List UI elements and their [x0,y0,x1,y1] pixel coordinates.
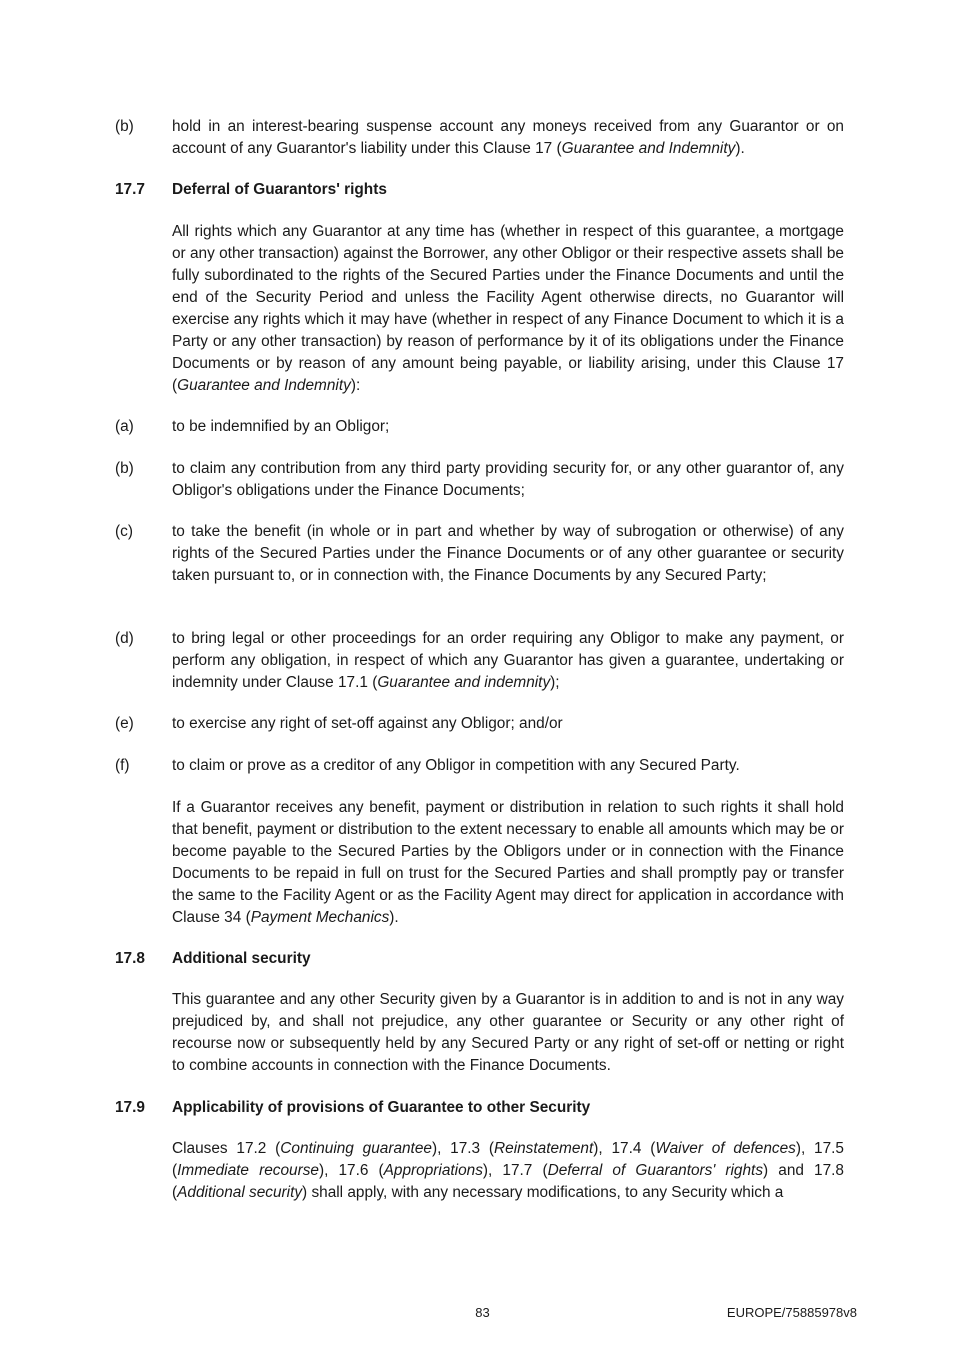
paragraph-additional-security: This guarantee and any other Security given by a Guarantor is in addition to and is not in any way prejudiced by, and shall not prejudice, any other guarantee or Security or any other right of recourse now or subsequently held by any Secured Party or any right of set-off or netting or right to combine accounts in connection with the Finance Documents. [172,991,844,1074]
section-title: Applicability of provisions of Guarantee to other Security [172,1099,591,1116]
list-marker: (b) [115,118,134,135]
list-marker: (b) [115,460,134,477]
paragraph-applicability: Clauses 17.2 (Continuing guarantee), 17.3 (Reinstatement), 17.4 (Waiver of defences), 17.5 (Immediate recourse), 17.6 (Appropriations), 17.7 (Deferral of Guarantors' rights) and 17.8 (Additional security) shall apply, with any necessary modifications, to any Security which a [172,1140,844,1201]
section-title: Deferral of Guarantors' rights [172,181,387,198]
paragraph-trust: If a Guarantor receives any benefit, payment or distribution in relation to such rights it shall hold that benefit, payment or distribution to the extent necessary to enable all amounts which may be or become payable to the Secured Parties by the Obligors under or in connection with the Finance Documents to be repaid in full on trust for the Secured Parties and shall promptly pay or transfer the same to the Facility Agent or as the Facility Agent may direct for application in accordance with Clause 34 (Payment Mechanics). [172,799,844,926]
list-item-text: to bring legal or other proceedings for an order requiring any Obligor to make any payment, or perform any obligation, in respect of which any Guarantor has given a guarantee, undertaking or indemnity under Clause 17.1 (Guarantee and indemnity); [172,630,844,691]
list-item-text: to exercise any right of set-off against any Obligor; and/or [172,715,563,732]
list-marker: (f) [115,757,130,774]
list-item-text: to claim any contribution from any third party providing security for, or any other guarantor of, any Obligor's obligations under the Finance Documents; [172,460,844,499]
paragraph-deferral: All rights which any Guarantor at any time has (whether in respect of this guarantee, a mortgage or any other transaction) against the Borrower, any other Obligor or their respective assets shall be fully subordinated to the rights of the Secured Parties under the Finance Documents and until the end of the Security Period and unless the Facility Agent otherwise directs, no Guarantor will exercise any rights which it may have (whether in respect of any Finance Document to which it is a Party or any other transaction) by reason of performance by it of its obligations under the Finance Documents or by reason of any amount being payable, or liability arising, under this Clause 17 (Guarantee and Indemnity): [172,223,844,394]
list-item-text: to claim or prove as a creditor of any Obligor in competition with any Secured Party. [172,757,740,774]
section-number: 17.8 [115,950,145,967]
list-item-text: hold in an interest-bearing suspense account any moneys received from any Guarantor or on account of any Guarantor's liability under this Clause 17 (Guarantee and Indemnity). [172,118,844,157]
page-number: 83 [475,1305,490,1320]
list-marker: (e) [115,715,134,732]
list-item-text: to take the benefit (in whole or in part and whether by way of subrogation or otherwise) of any rights of the Secured Parties under the Finance Documents or of any other guarantee or security taken pursuant to, or in connection with, the Finance Documents by any Secured Party; [172,523,844,584]
list-marker: (c) [115,523,133,540]
document-reference: EUROPE/75885978v8 [726,1305,857,1320]
section-title: Additional security [172,950,311,967]
section-number: 17.9 [115,1099,145,1116]
list-marker: (a) [115,418,134,435]
section-number: 17.7 [115,181,145,198]
list-marker: (d) [115,630,134,647]
list-item-text: to be indemnified by an Obligor; [172,418,390,435]
